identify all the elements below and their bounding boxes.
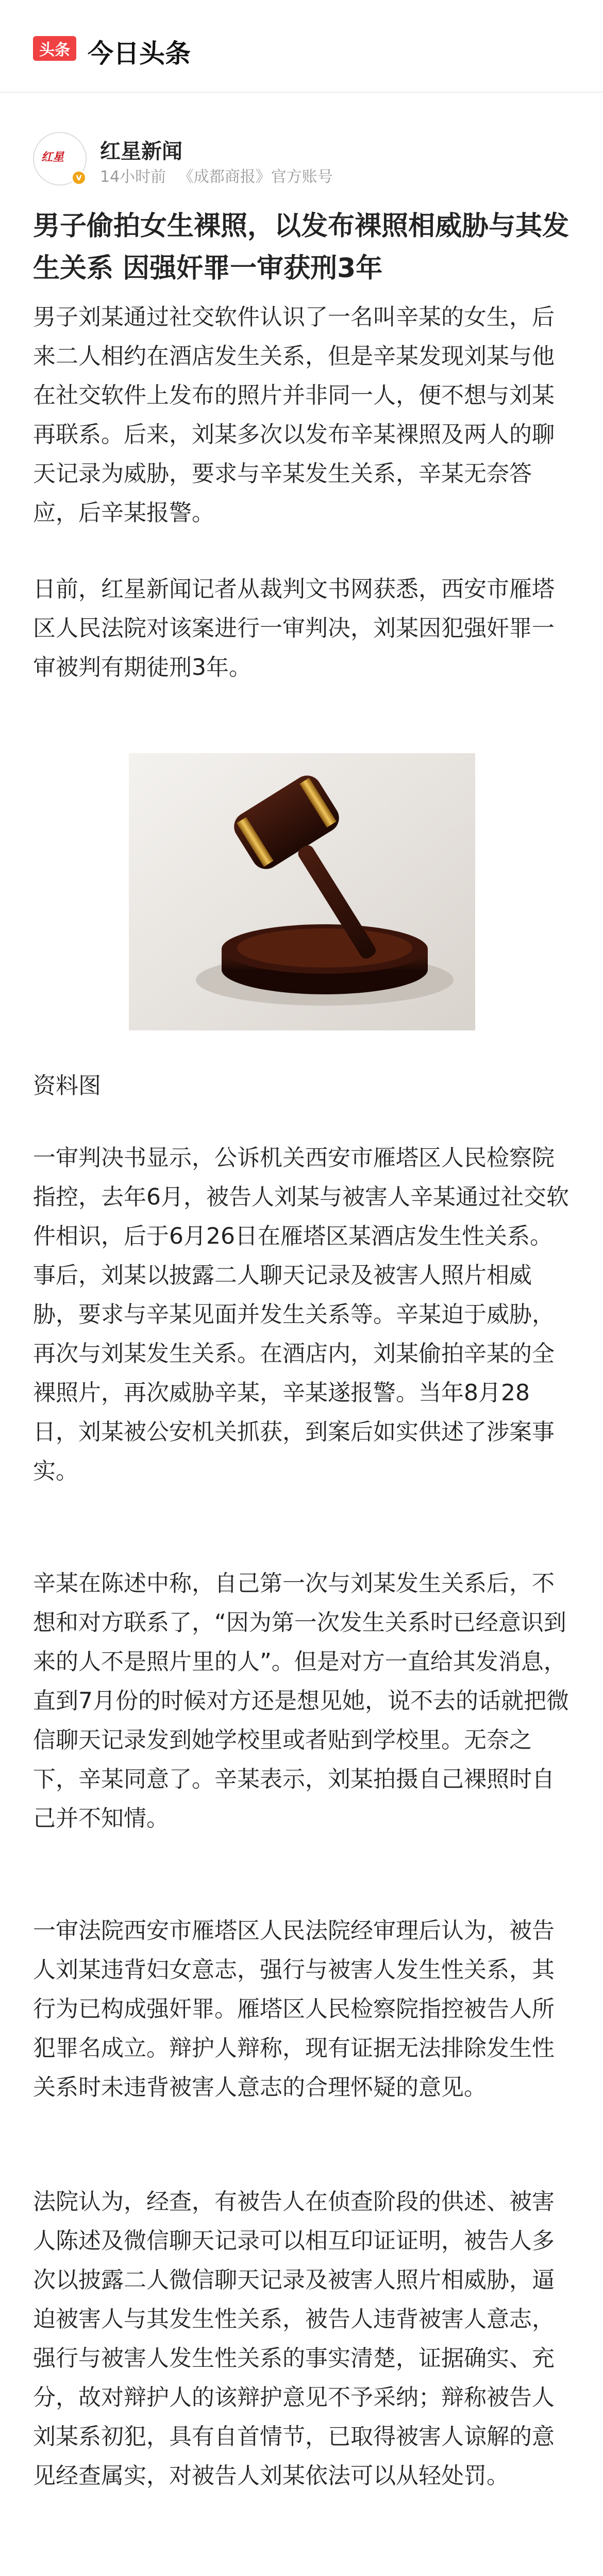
gavel-image[interactable] [129,753,475,1030]
article-paragraph-3: 一审判决书显示，公诉机关西安市雁塔区人民检察院指控，去年6月，被告人刘某与被害人辛某通过社交软件相识，后于6月26日在雁塔区某酒店发生性关系。事后，刘某以披露二人聊天记录及被害人照片相威胁，要求与辛某见面并发生关系等。辛某迫于威胁，再次与刘某发生关系。在酒店内，刘某偷拍辛某的全裸照片，再次威胁辛某，辛某遂报警。当年8月28日，刘某被公安机关抓获，到案后如实供述了涉案事实。 [33,1145,569,1484]
toutiao-logo[interactable]: 头条 [33,36,76,61]
gavel-illustration [129,753,475,1030]
account-description: 《成都商报》官方账号 [178,168,333,186]
verified-icon: v [71,170,87,185]
publish-time: 14小时前 [100,168,166,186]
top-bar [0,0,603,93]
author-row[interactable] [33,129,570,191]
image-caption: 资料图 [33,1073,101,1099]
app-title: 今日头条 [88,39,191,69]
article-paragraph-6: 法院认为，经查，有被告人在侦查阶段的供述、被害人陈述及微信聊天记录可以相互印证证明，被告人多次以披露二人微信聊天记录及被害人照片相威胁，逼迫被害人与其发生性关系，被告人违背被害人意志，强行与被害人发生性关系的事实清楚，证据确实、充分，故对辩护人的该辩护意见不予采纳；辩称被告人刘某系初犯，具有自首情节，已取得被害人谅解的意见经查属实，对被告人刘某依法可以从轻处罚。 [33,2189,555,2489]
article-headline: 男子偷拍女生裸照，以发布裸照相威胁与其发生关系 因强奸罪一审获刑3年 [33,211,569,284]
author-meta [100,164,340,187]
article-paragraph-2: 日前，红星新闻记者从裁判文书网获悉，西安市雁塔区人民法院对该案进行一审判决，刘某因犯强奸罪一审被判有期徒刑3年。 [33,576,555,681]
avatar-logo-text: 红星 [41,150,64,164]
article-paragraph-5: 一审法院西安市雁塔区人民法院经审理后认为，被告人刘某违背妇女意志，强行与被害人发生性关系，其行为已构成强奸罪。雁塔区人民检察院指控被告人所犯罪名成立。辩护人辩称，现有证据无法排除发生性关系时未违背被害人意志的合理怀疑的意见。 [33,1918,555,2100]
author-name[interactable]: 红星新闻 [100,140,182,163]
article-paragraph-1: 男子刘某通过社交软件认识了一名叫辛某的女生，后来二人相约在酒店发生关系，但是辛某发现刘某与他在社交软件上发布的照片并非同一人，便不想与刘某再联系。后来，刘某多次以发布辛某裸照及两人的聊天记录为威胁，要求与辛某发生关系，辛某无奈答应，后辛某报警。 [33,304,555,526]
article-paragraph-4: 辛某在陈述中称，自己第一次与刘某发生关系后，不想和对方联系了，“因为第一次发生关系时已经意识到来的人不是照片里的人”。但是对方一直给其发消息，直到7月份的时候对方还是想见她，说不去的话就把微信聊天记录发到她学校里或者贴到学校里。无奈之下，辛某同意了。辛某表示，刘某拍摄自己裸照时自己并不知情。 [33,1570,569,1832]
